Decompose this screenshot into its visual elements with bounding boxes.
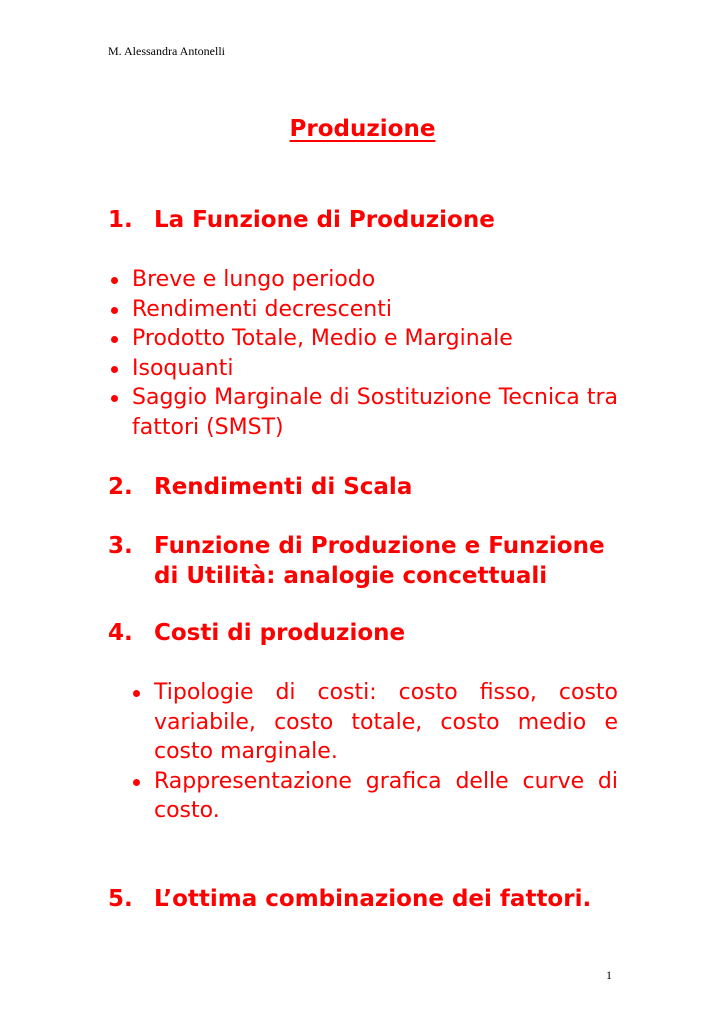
list-item: [130, 767, 618, 826]
bullet-dot-icon: [111, 395, 118, 402]
section-2-title: Rendimenti di Scala: [154, 474, 413, 500]
section-5-title: L’ottima combinazione dei fattori.: [154, 886, 592, 912]
list-item-text: Tipologie di costi: costo fisso, costo variabile, costo totale, costo medio e costo marginale.: [154, 680, 618, 764]
header-author: M. Alessandra Antonelli: [108, 44, 225, 58]
section-1-number: 1.: [108, 207, 133, 233]
section-1-heading: [108, 205, 618, 235]
section-4-title: Costi di produzione: [154, 620, 406, 646]
list-item: [108, 295, 618, 325]
list-item-text: Rappresentazione grafica delle curve di costo.: [154, 768, 618, 823]
section-2-number: 2.: [108, 474, 133, 500]
section-2-heading: [108, 472, 618, 502]
list-item: [108, 354, 618, 384]
section-4-bullet-list: [130, 678, 618, 826]
bullet-dot-icon: [111, 307, 118, 314]
list-item: [108, 265, 618, 295]
section-4-number: 4.: [108, 620, 133, 646]
section-1-title: La Funzione di Produzione: [154, 207, 495, 233]
page-number: 1: [606, 968, 612, 982]
section-5-number: 5.: [108, 886, 133, 912]
section-1-bullet-list: [108, 265, 618, 442]
bullet-dot-icon: [111, 336, 118, 343]
list-item: [108, 324, 618, 354]
bullet-dot-icon: [133, 779, 140, 786]
bullet-dot-icon: [133, 690, 140, 697]
page-title: Produzione: [289, 116, 436, 142]
bullet-dot-icon: [111, 366, 118, 373]
list-item: [108, 383, 618, 442]
bullet-dot-icon: [111, 277, 118, 284]
section-3-heading: [108, 531, 618, 591]
list-item: [130, 678, 618, 767]
section-3-number: 3.: [108, 533, 133, 559]
section-4-heading: [108, 618, 618, 648]
list-item-text: Rendimenti decrescenti: [132, 296, 392, 322]
section-3-title: Funzione di Produzione e Funzione di Utilità: analogie concettuali: [154, 533, 605, 589]
list-item-text: Isoquanti: [132, 355, 234, 381]
list-item-text: Breve e lungo periodo: [132, 267, 376, 292]
list-item-text: Saggio Marginale di Sostituzione Tecnica tra fattori (SMST): [132, 385, 618, 440]
section-5-heading: [108, 884, 618, 914]
list-item-text: Prodotto Totale, Medio e Marginale: [132, 326, 513, 351]
